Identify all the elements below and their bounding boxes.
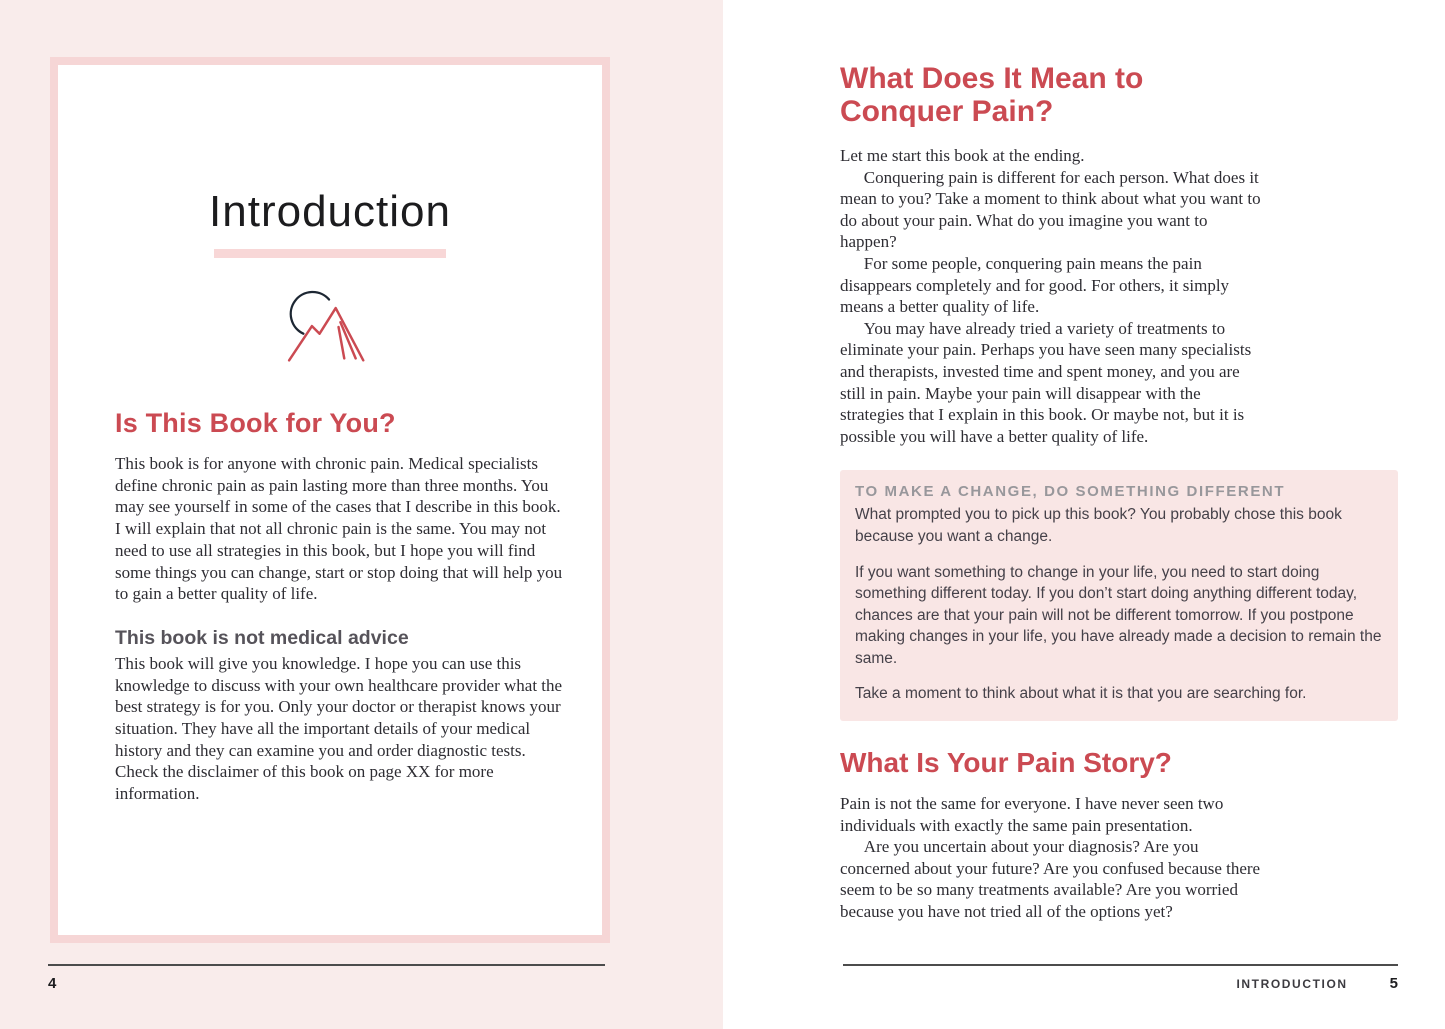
section-heading-is-this-book-for-you: Is This Book for You? — [115, 408, 396, 438]
right-book-page — [723, 0, 1445, 1029]
chapter-title-card — [50, 57, 610, 943]
heading-line-1: What Does It Mean to — [840, 62, 1144, 95]
section-heading-pain-story: What Is Your Pain Story? — [840, 747, 1172, 779]
paragraph: Let me start this book at the ending. — [840, 146, 1085, 165]
chapter-title: Introduction — [209, 187, 451, 236]
right-page-content — [840, 0, 1398, 923]
mountain-sun-icon — [282, 290, 378, 366]
left-page-footer — [48, 964, 605, 992]
pain-story-text — [840, 793, 1264, 923]
callout-title: TO MAKE A CHANGE, DO SOMETHING DIFFERENT — [855, 483, 1286, 501]
paragraph: Are you uncertain about your diagnosis? Are you concerned about your future? Are you confused because there seem to be so many treatments available? Are you worried because you have not tried all of the options yet? — [840, 837, 1261, 922]
left-page-number: 4 — [48, 975, 57, 992]
left-paragraph-1: This book is for anyone with chronic pain. Medical specialists define chronic pain as pain lasting more than three months. You may see yourself in some of the cases that I describe in this book. I will explain that not all chronic pain is the same. You may not need to use all strategies in this book, but I hope you will find some things you can change, start or stop doing that will help you to gain a better quality of life. — [115, 454, 563, 604]
heading-line-2: Conquer Pain? — [840, 95, 1054, 128]
right-page-footer — [843, 964, 1398, 992]
right-footer-rule — [843, 964, 1398, 966]
callout-paragraph: If you want something to change in your life, you need to start doing something different today. If you don’t start doing anything different today, chances are that your pain will not be different tomorrow. If you postpone making changes in your life, you have already made a decision to remain the same. — [855, 563, 1382, 667]
paragraph: You may have already tried a variety of treatments to eliminate your pain. Perhaps you have seen many specialists and therapists, invested time and spent money, and you are still in pain. Maybe your pain will disappear with the strategies that I explain in this book. Or maybe not, but it is possible you will have a better quality of life. — [840, 318, 1252, 446]
paragraph: Conquering pain is different for each person. What does it mean to you? Take a moment to think about what you want to do about your pain. What do you imagine you want to happen? — [840, 167, 1261, 252]
sub-heading-not-medical-advice: This book is not medical advice — [115, 626, 409, 649]
paragraph: Pain is not the same for everyone. I have never seen two individuals with exactly the same pain presentation. — [840, 794, 1224, 835]
running-head: INTRODUCTION — [1236, 977, 1348, 991]
callout-paragraph: What prompted you to pick up this book? You probably chose this book because you want a change. — [855, 506, 1342, 545]
left-footer-rule — [48, 964, 605, 966]
callout-paragraph: Take a moment to think about what it is that you are searching for. — [855, 685, 1307, 703]
paragraph: For some people, conquering pain means the pain disappears completely and for good. For others, it simply means a better quality of life. — [840, 253, 1230, 317]
right-page-number: 5 — [1389, 975, 1398, 992]
change-callout-box — [840, 470, 1398, 721]
left-paragraph-2: This book will give you knowledge. I hope you can use this knowledge to discuss with your own healthcare provider what the best strategy is for you. Only your doctor or therapist knows your situation. They have all the important details of your medical history and they can examine you and order diagnostic tests. Check the disclaimer of this book on page XX for more information. — [115, 653, 563, 804]
section-heading-conquer-pain — [840, 62, 1398, 128]
title-underline — [214, 249, 446, 258]
conquer-pain-text — [840, 145, 1264, 447]
